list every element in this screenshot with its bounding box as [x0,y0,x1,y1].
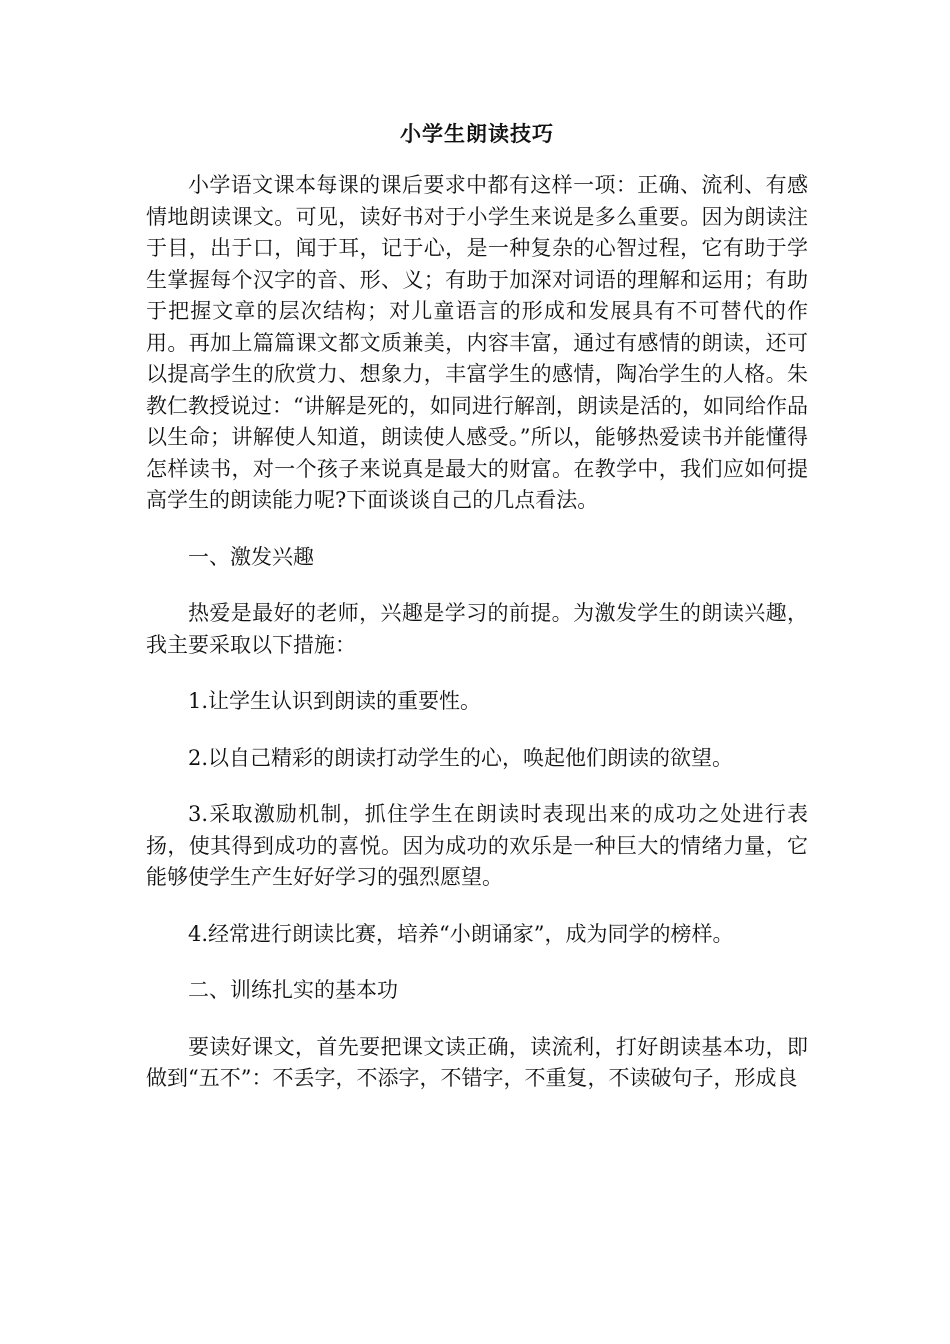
section-heading-interest: 一、激发兴趣 [188,544,314,569]
document-page [146,118,808,1120]
document-title: 小学生朗读技巧 [400,122,554,146]
interest-paragraph: 热爱是最好的老师，兴趣是学习的前提。为激发学生的朗读兴趣，我主要采取以下措施： [146,601,808,657]
list-item-3: 3.采取激励机制，抓住学生在朗读时表现出来的成功之处进行表扬，使其得到成功的喜悦。因为成功的欢乐是一种巨大的情绪力量，它能够使学生产生好好学习的强烈愿望。 [146,802,808,889]
list-item-2: 2.以自己精彩的朗读打动学生的心，唤起他们朗读的欲望。 [188,745,734,770]
intro-paragraph: 小学语文课本每课的课后要求中都有这样一项：正确、流利、有感情地朗读课文。可见，读好书对于小学生来说是多么重要。因为朗读注于目，出于口，闻于耳，记于心，是一种复杂的心智过程，它有助于学生掌握每个汉字的音、形、义；有助于加深对词语的理解和运用；有助于把握文章的层次结构；对儿童语言的形成和发展具有不可替代的作用。再加上篇篇课文都文质兼美，内容丰富，通过有感情的朗读，还可以提高学生的欣赏力、想象力，丰富学生的感情，陶冶学生的人格。朱教仁教授说过：“讲解是死的，如同进行解剖，朗读是活的，如同给作品以生命；讲解使人知道，朗读使人感受。”所以，能够热爱读书并能懂得怎样读书，对一个孩子来说真是最大的财富。在教学中，我们应如何提高学生的朗读能力呢?下面谈谈自己的几点看法。 [146,173,808,512]
section-heading-basics: 二、训练扎实的基本功 [188,978,398,1002]
list-item-1: 1.让学生认识到朗读的重要性。 [188,689,482,713]
basics-paragraph: 要读好课文，首先要把课文读正确，读流利，打好朗读基本功，即做到“五不”：不丢字，不添字，不错字，不重复，不读破句子，形成良 [146,1034,808,1090]
list-item-4: 4.经常进行朗读比赛，培养“小朗诵家”，成为同学的榜样。 [188,921,734,946]
